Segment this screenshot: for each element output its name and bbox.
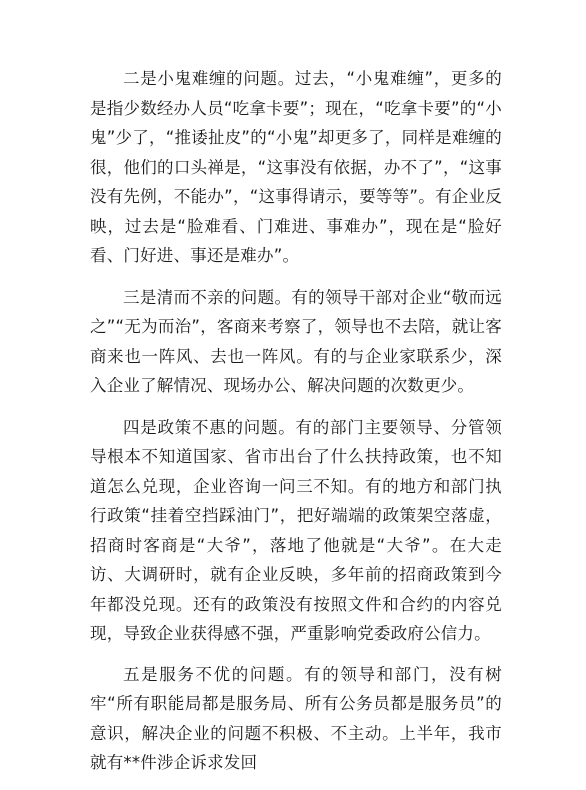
paragraph-problem-two: 二是小鬼难缠的问题。过去，“小鬼难缠”，更多的是指少数经办人员“吃拿卡要”；现在，“吃拿卡要”的“小鬼”少了，“推诿扯皮”的“小鬼”却更多了，同样是难缠的很，他们的口头禅是，“这事没有依据，办不了”，“这事没有先例，不能办”，“这事得请示，要等等”。有企业反映，过去是“脸难看、门难进、事难办”，现在是“脸好看、门好进、事还是难办”。 xyxy=(90,69,502,265)
paragraph-problem-five: 五是服务不优的问题。有的领导和部门，没有树牢“所有职能局都是服务局、所有公务员都是服务员”的意识，解决企业的问题不积极、不主动。上半年，我市就有**件涉企诉求发回 xyxy=(90,664,502,772)
paragraph-problem-four: 四是政策不惠的问题。有的部门主要领导、分管领导根本不知道国家、省市出台了什么扶持政策，也不知道怎么兑现，企业咨询一问三不知。有的地方和部门执行政策“挂着空挡踩油门”，把好端端的政策架空落虚，招商时客商是“大爷”，落地了他就是“大爷”。在大走访、大调研时，就有企业反映，多年前的招商政策到今年都没兑现。还有的政策没有按照文件和合约的内容兑现，导致企业获得感不强，严重影响党委政府公信力。 xyxy=(90,417,502,643)
document-body xyxy=(90,64,502,790)
paragraph-problem-three: 三是清而不亲的问题。有的领导干部对企业“敬而远之”“无为而治”，客商来考察了，领导也不去陪，就让客商来也一阵风、去也一阵风。有的与企业家联系少，深入企业了解情况、现场办公、解决问题的次数更少。 xyxy=(90,287,502,395)
